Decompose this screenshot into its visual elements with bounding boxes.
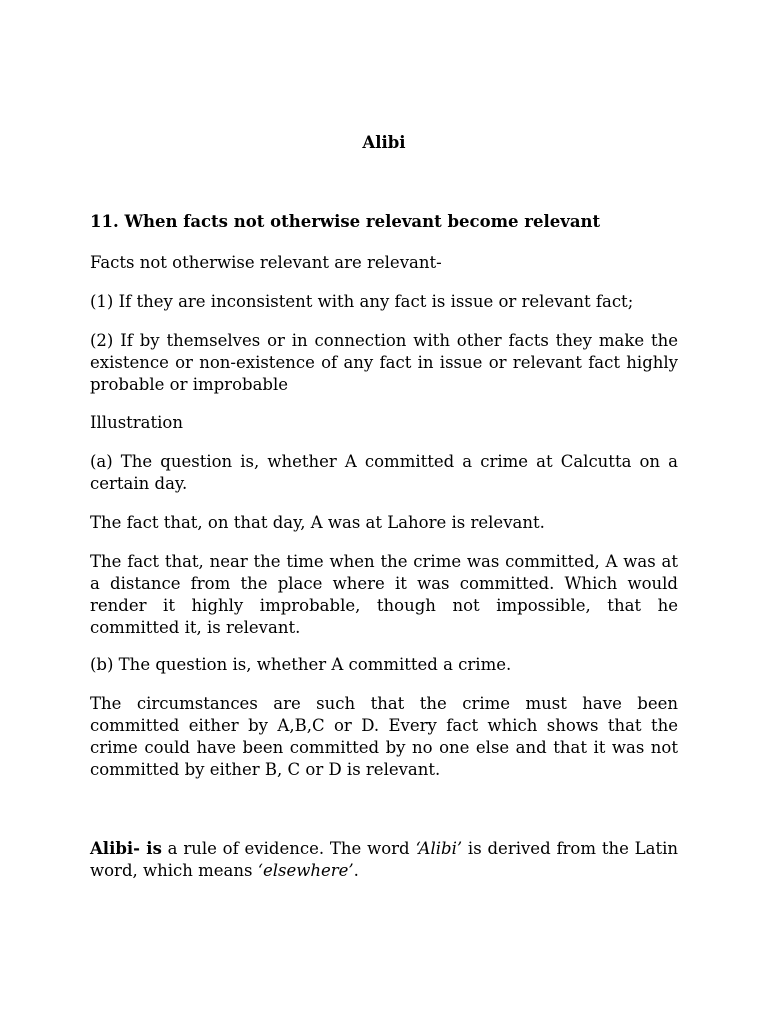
fact-distance-paragraph: The fact that, near the time when the crime was committed, A was at a distance from the place where it was committed. Which would render it highly improbable, though not impossible, that he committed it, is relevant. <box>90 552 678 637</box>
clause-1-paragraph: (1) If they are inconsistent with any fact is issue or relevant fact; <box>90 292 634 311</box>
fact-lahore-paragraph: The fact that, on that day, A was at Lahore is relevant. <box>90 513 545 532</box>
clause-2-paragraph: (2) If by themselves or in connection with other facts they make the existence or non-existence of any fact in issue or relevant fact highly probable or improbable <box>90 331 678 394</box>
page-title: Alibi <box>362 133 406 152</box>
intro-paragraph: Facts not otherwise relevant are relevant- <box>90 253 442 272</box>
alibi-term: Alibi- is <box>90 839 162 858</box>
alibi-definition-paragraph <box>90 838 678 882</box>
section-heading: 11. When facts not otherwise relevant become relevant <box>90 212 601 231</box>
alibi-text-2: is derived from the Latin word, which means <box>90 839 678 880</box>
illustration-a-paragraph: (a) The question is, whether A committed a crime at Calcutta on a certain day. <box>90 452 678 493</box>
illustration-b-paragraph: (b) The question is, whether A committed a crime. <box>90 655 512 674</box>
alibi-meaning: ‘elsewhere’ <box>257 861 354 880</box>
circumstances-paragraph: The circumstances are such that the crime must have been committed either by A,B,C or D. Every fact which shows that the crime could have been committed by no one else and that it was not committed by either B, C or D is relevant. <box>90 694 678 779</box>
alibi-text-3: . <box>353 861 359 880</box>
alibi-quoted-word: ‘Alibi’ <box>415 839 463 858</box>
illustration-label: Illustration <box>90 413 183 432</box>
alibi-text-1: a rule of evidence. The word <box>161 839 416 858</box>
